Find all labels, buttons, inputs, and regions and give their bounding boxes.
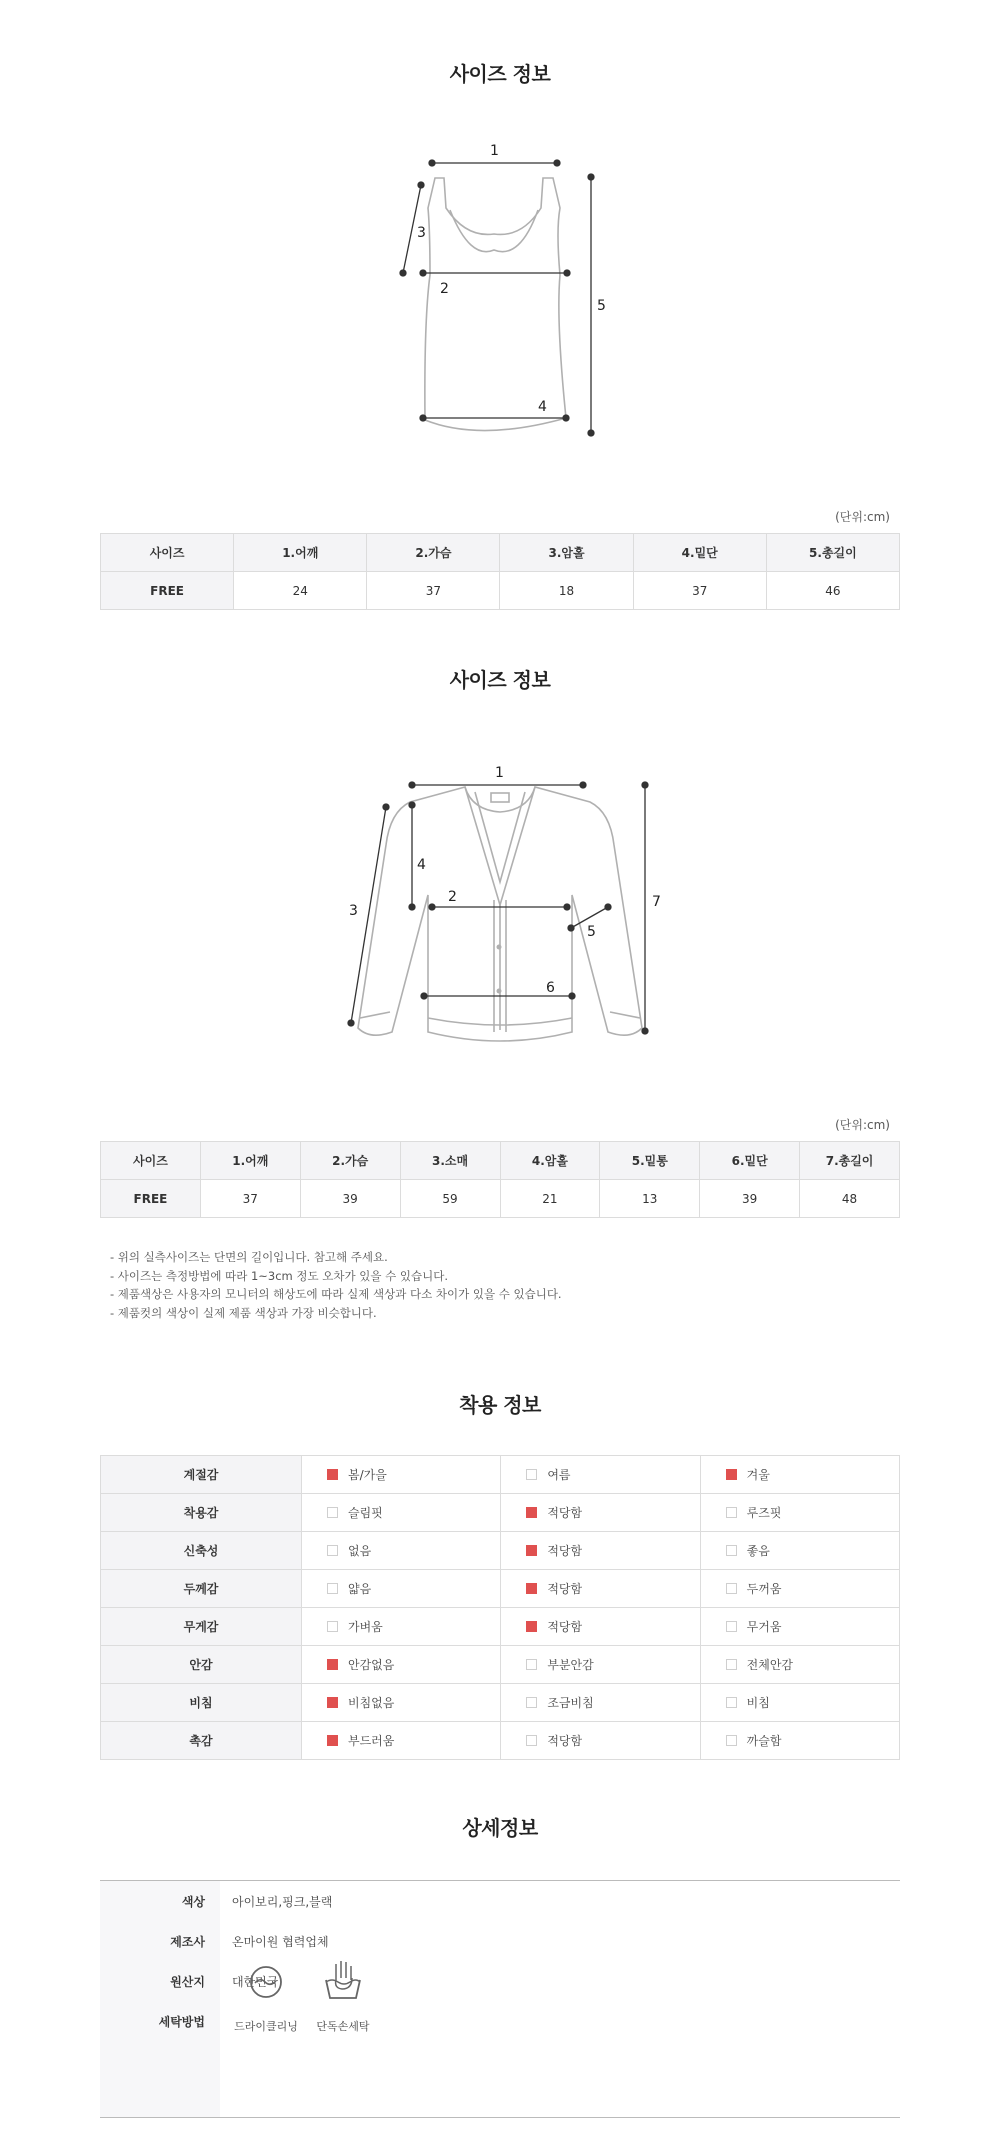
fit-row-lining <box>101 1646 900 1684</box>
fit-option <box>700 1456 899 1494</box>
fit-option-label: 봄/가을 <box>348 1468 387 1482</box>
table-row <box>101 1180 900 1218</box>
checkbox-unchecked-icon <box>726 1659 737 1670</box>
fit-option-label: 조금비침 <box>547 1696 594 1710</box>
cardigan-diagram <box>340 750 660 1050</box>
size-table-1 <box>100 533 900 610</box>
fit-option-label: 전체안감 <box>746 1658 794 1672</box>
size-table-2 <box>100 1141 900 1218</box>
checkbox-checked-icon <box>327 1697 338 1708</box>
table-header-row <box>101 534 900 572</box>
unit-label: (단위:cm) <box>835 1118 890 1132</box>
diagram-label-6: 6 <box>546 980 555 996</box>
checkbox-unchecked-icon <box>726 1545 737 1556</box>
table-cell: FREE <box>101 1180 201 1218</box>
fit-option-label: 좋음 <box>746 1544 770 1558</box>
checkbox-unchecked-icon <box>726 1621 737 1632</box>
fit-option-label: 적당함 <box>547 1582 583 1596</box>
size-info-title: 사이즈 정보 <box>449 62 551 86</box>
fit-option-label: 없음 <box>348 1544 372 1558</box>
checkbox-checked-icon <box>526 1545 537 1556</box>
fit-option-label: 적당함 <box>547 1620 583 1634</box>
detail-key: 원산지 <box>170 1975 205 1989</box>
fit-row-label: 착용감 <box>101 1494 302 1532</box>
table-header-cell: 6.밑단 <box>700 1142 800 1180</box>
note-line: - 사이즈는 측정방법에 따라 1~3cm 정도 오차가 있을 수 있습니다. <box>110 1268 449 1283</box>
fit-option <box>302 1684 501 1722</box>
checkbox-unchecked-icon <box>726 1697 737 1708</box>
fit-option <box>302 1722 501 1760</box>
fit-option-label: 슬림핏 <box>348 1506 383 1520</box>
fit-option <box>501 1456 700 1494</box>
fit-option <box>501 1684 700 1722</box>
fit-row-label: 신축성 <box>101 1532 302 1570</box>
diagram-label-2: 2 <box>440 281 449 297</box>
checkbox-checked-icon <box>327 1469 338 1480</box>
hand-wash-icon <box>322 1958 364 2002</box>
checkbox-unchecked-icon <box>726 1735 737 1746</box>
fit-option <box>302 1494 501 1532</box>
checkbox-unchecked-icon <box>526 1697 537 1708</box>
checkbox-checked-icon <box>526 1583 537 1594</box>
fit-row-label: 비침 <box>101 1684 302 1722</box>
table-cell: 13 <box>600 1180 700 1218</box>
table-cell: 24 <box>234 572 367 610</box>
table-cell: 59 <box>400 1180 500 1218</box>
table-row <box>101 572 900 610</box>
table-header-cell: 1.어깨 <box>234 534 367 572</box>
table-cell: 21 <box>500 1180 600 1218</box>
table-header-cell: 4.밑단 <box>633 534 766 572</box>
fit-row-thickness <box>101 1570 900 1608</box>
table-header-cell: 2.가슴 <box>367 534 500 572</box>
diagram-label-1: 1 <box>495 765 504 781</box>
fit-option-label: 적당함 <box>547 1734 583 1748</box>
diagram-label-5: 5 <box>587 924 596 940</box>
fit-option <box>700 1532 899 1570</box>
fit-option-label: 까슬함 <box>746 1734 782 1748</box>
tank-top-diagram <box>380 130 630 450</box>
fit-option <box>700 1570 899 1608</box>
diagram-label-4: 4 <box>417 857 426 873</box>
table-cell: 39 <box>700 1180 800 1218</box>
fit-row-label: 안감 <box>101 1646 302 1684</box>
fit-row-sheerness <box>101 1684 900 1722</box>
fit-option-label: 루즈핏 <box>746 1506 782 1520</box>
fit-info-title: 착용 정보 <box>459 1393 541 1417</box>
table-header-cell: 2.가슴 <box>300 1142 400 1180</box>
table-header-cell: 5.밑통 <box>600 1142 700 1180</box>
note-line: - 위의 실측사이즈는 단면의 길이입니다. 참고해 주세요. <box>110 1250 388 1264</box>
fit-option-label: 여름 <box>547 1468 571 1482</box>
table-header-cell: 5.총길이 <box>766 534 899 572</box>
fit-row-season <box>101 1456 900 1494</box>
fit-row-stretch <box>101 1532 900 1570</box>
fit-row-weight <box>101 1608 900 1646</box>
table-header-cell: 3.암홀 <box>500 534 633 572</box>
fit-option-label: 무거움 <box>746 1620 782 1634</box>
note-line: - 제품색상은 사용자의 모니터의 해상도에 따라 실제 색상과 다소 차이가 있을 수 있습니다. <box>110 1287 562 1301</box>
fit-option <box>700 1646 899 1684</box>
checkbox-checked-icon <box>526 1507 537 1518</box>
detail-key: 세탁방법 <box>158 2015 205 2029</box>
dry-cleaning-icon <box>246 1962 286 2002</box>
wash-method-label: 드라이클리닝 <box>234 2020 298 2033</box>
fit-option <box>501 1722 700 1760</box>
fit-option-label: 안감없음 <box>348 1658 395 1672</box>
measurement-notes <box>110 1248 562 1322</box>
fit-option <box>302 1608 501 1646</box>
checkbox-unchecked-icon <box>327 1507 338 1518</box>
fit-option <box>700 1722 899 1760</box>
fit-option-label: 두꺼움 <box>746 1582 782 1596</box>
checkbox-unchecked-icon <box>726 1507 737 1518</box>
fit-option <box>700 1494 899 1532</box>
unit-label: (단위:cm) <box>835 510 890 524</box>
fit-option-label: 부분안감 <box>547 1658 594 1672</box>
table-cell: 37 <box>367 572 500 610</box>
diagram-label-5: 5 <box>597 298 606 314</box>
fit-option-label: 비침 <box>746 1696 770 1710</box>
diagram-label-4: 4 <box>538 399 547 415</box>
fit-option <box>501 1570 700 1608</box>
table-header-cell: 3.소매 <box>400 1142 500 1180</box>
fit-option <box>501 1494 700 1532</box>
table-cell: 37 <box>200 1180 300 1218</box>
fit-option <box>501 1646 700 1684</box>
checkbox-checked-icon <box>327 1659 338 1670</box>
fit-option <box>302 1532 501 1570</box>
checkbox-checked-icon <box>327 1735 338 1746</box>
table-header-cell: 7.총길이 <box>800 1142 900 1180</box>
checkbox-checked-icon <box>726 1469 737 1480</box>
table-cell: FREE <box>101 572 234 610</box>
fit-option-label: 얇음 <box>348 1582 372 1596</box>
checkbox-unchecked-icon <box>327 1621 338 1632</box>
fit-option-label: 가벼움 <box>348 1620 383 1634</box>
diagram-label-3: 3 <box>349 903 358 919</box>
diagram-label-2: 2 <box>448 889 457 905</box>
detail-info-title: 상세정보 <box>462 1816 538 1840</box>
fit-option <box>302 1456 501 1494</box>
table-header-cell: 4.암홀 <box>500 1142 600 1180</box>
fit-option-label: 부드러움 <box>348 1734 395 1748</box>
diagram-label-7: 7 <box>652 894 661 910</box>
checkbox-unchecked-icon <box>726 1583 737 1594</box>
table-cell: 18 <box>500 572 633 610</box>
table-header-cell: 1.어깨 <box>200 1142 300 1180</box>
table-cell: 46 <box>766 572 899 610</box>
table-header-row <box>101 1142 900 1180</box>
diagram-label-1: 1 <box>490 143 499 159</box>
detail-value: 온마이원 협력업체 <box>232 1935 329 1949</box>
table-cell: 48 <box>800 1180 900 1218</box>
checkbox-unchecked-icon <box>526 1659 537 1670</box>
fit-row-label: 촉감 <box>101 1722 302 1760</box>
detail-value: 아이보리,핑크,블랙 <box>232 1895 333 1909</box>
checkbox-unchecked-icon <box>327 1545 338 1556</box>
note-line: - 제품컷의 색상이 실제 제품 색상과 가장 비슷합니다. <box>110 1305 377 1320</box>
fit-option-label: 적당함 <box>547 1506 583 1520</box>
fit-row-label: 두께감 <box>101 1570 302 1608</box>
checkbox-unchecked-icon <box>526 1469 537 1480</box>
fit-option-label: 비침없음 <box>348 1696 395 1710</box>
diagram-label-3: 3 <box>417 225 426 241</box>
wash-method-label: 단독손세탁 <box>316 2020 370 2033</box>
fit-row-label: 무게감 <box>101 1608 302 1646</box>
detail-info-panel <box>100 1880 900 2118</box>
detail-label-column <box>100 1881 220 2117</box>
checkbox-checked-icon <box>526 1621 537 1632</box>
fit-option <box>302 1570 501 1608</box>
detail-value: 대한민국 <box>232 1975 279 1989</box>
fit-option <box>700 1684 899 1722</box>
fit-row-wear <box>101 1494 900 1532</box>
checkbox-unchecked-icon <box>327 1583 338 1594</box>
detail-key: 제조사 <box>170 1935 205 1949</box>
fit-option-label: 적당함 <box>547 1544 583 1558</box>
detail-key: 색상 <box>181 1895 205 1909</box>
table-header-cell: 사이즈 <box>101 1142 201 1180</box>
fit-option <box>501 1608 700 1646</box>
fit-row-texture <box>101 1722 900 1760</box>
fit-info-table <box>100 1455 900 1760</box>
fit-option <box>302 1646 501 1684</box>
fit-option <box>700 1608 899 1646</box>
checkbox-unchecked-icon <box>526 1735 537 1746</box>
table-cell: 39 <box>300 1180 400 1218</box>
fit-option <box>501 1532 700 1570</box>
fit-row-label: 계절감 <box>101 1456 302 1494</box>
fit-option-label: 겨울 <box>746 1468 770 1482</box>
table-header-cell: 사이즈 <box>101 534 234 572</box>
table-cell: 37 <box>633 572 766 610</box>
size-info-title: 사이즈 정보 <box>449 668 551 692</box>
